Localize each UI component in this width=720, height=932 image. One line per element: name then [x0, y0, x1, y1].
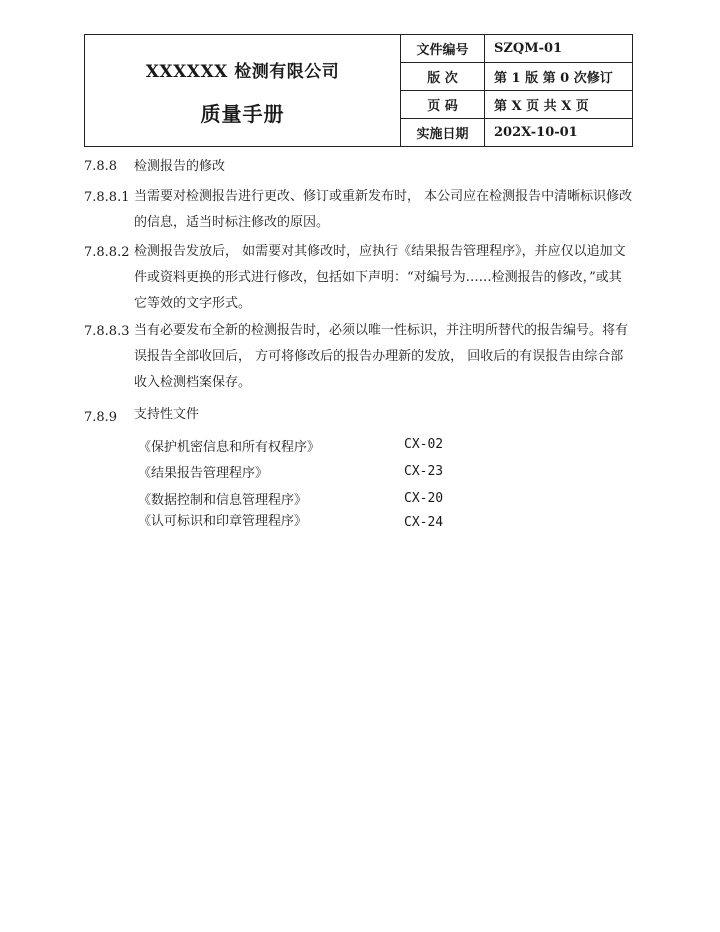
- effective-date-value: 202X-10-01: [485, 119, 633, 147]
- effective-date-label: 实施日期: [401, 119, 485, 147]
- section-number: 7.8.8.2: [84, 245, 130, 260]
- doc-number-label: 文件编号: [401, 35, 485, 63]
- edition-label: 版 次: [401, 63, 485, 91]
- document-header-table: [84, 34, 633, 147]
- section-paragraph: 当有必要发布全新的检测报告时，必须以唯一性标识，并注明所替代的报告编号。将有误报告全部收回后， 方可将修改后的报告办理新的发放， 回收后的有误报告由综合部收入检测档案保存。: [134, 323, 629, 390]
- section-paragraph: 当需要对检测报告进行更改、修订或重新发布时， 本公司应在检测报告中清晰标识修改的信息，适当时标注修改的原因。: [134, 189, 633, 230]
- document-title: 《认可标识和印章管理程序》: [138, 514, 308, 529]
- page-label: 页 码: [401, 91, 485, 119]
- section-number: 7.8.8: [84, 159, 118, 174]
- document-code: CX-24: [404, 515, 444, 530]
- document-title: 《保护机密信息和所有权程序》: [138, 440, 321, 455]
- company-name: XXXXXX 检测有限公司: [145, 61, 340, 82]
- doc-number-value: SZQM-01: [485, 35, 633, 63]
- document-code: CX-20: [404, 491, 444, 506]
- header-title-cell: [85, 35, 401, 147]
- document-code: CX-23: [404, 464, 444, 479]
- section-number: 7.8.8.1: [84, 190, 130, 205]
- section-heading: 支持性文件: [134, 407, 200, 422]
- document-title: 《结果报告管理程序》: [138, 466, 269, 481]
- manual-title: 质量手册: [200, 101, 285, 126]
- document-title: 《数据控制和信息管理程序》: [138, 493, 308, 508]
- document-code: CX-02: [404, 437, 444, 452]
- section-number: 7.8.9: [84, 410, 118, 425]
- edition-value: 第 1 版 第 0 次修订: [485, 63, 633, 91]
- section-number: 7.8.8.3: [84, 324, 130, 339]
- section-heading: 检测报告的修改: [134, 159, 226, 174]
- page-value: 第 X 页 共 X 页: [485, 91, 633, 119]
- section-paragraph: 检测报告发放后， 如需要对其修改时，应执行《结果报告管理程序》，并应仅以追加文件或资料更换的形式进行修改，包括如下声明：“对编号为……检测报告的修改，”或其它等效的文字形式。: [134, 244, 626, 311]
